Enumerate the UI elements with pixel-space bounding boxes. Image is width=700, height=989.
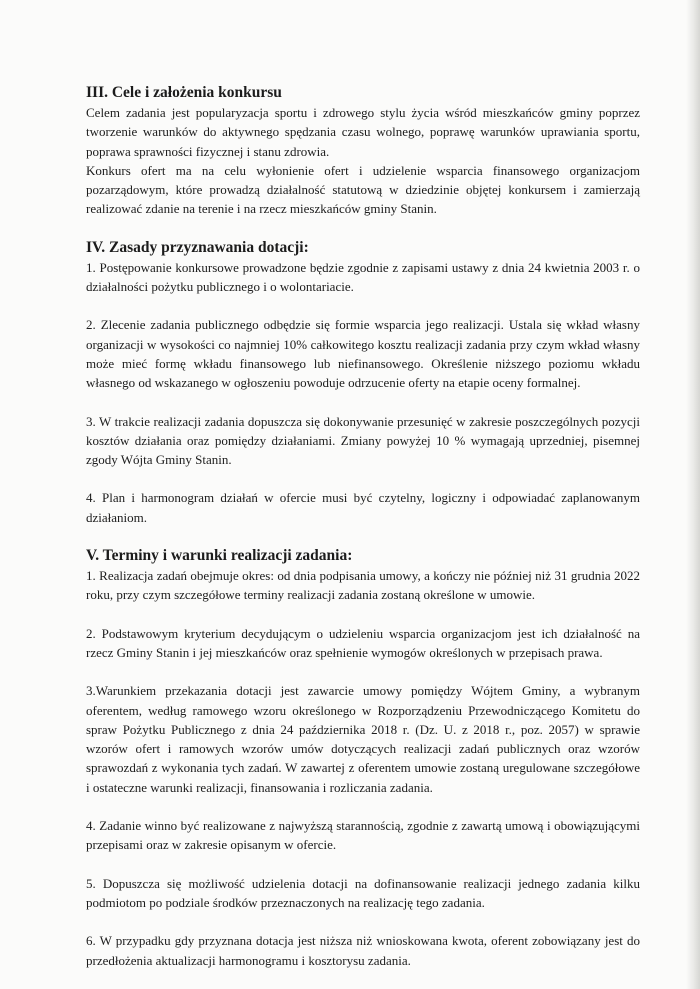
paragraph-v-5: 5. Dopuszcza się możliwość udzielenia dotacji na dofinansowanie realizacji jednego zadania kilku podmiotom po podziale środków przeznaczonych na realizację tego zadania. <box>86 875 640 910</box>
section-heading-iv: IV. Zasady przyznawania dotacji: <box>86 238 309 256</box>
paragraph-iv-3: 3. W trakcie realizacji zadania dopuszcza się dokonywanie przesunięć w zakresie poszczególnych pozycji kosztów działania oraz pomiędzy działaniami. Zmiany powyżej 10 % wymagają uprzedniej, pisemnej zgody Wójta Gminy Stanin. <box>86 413 640 468</box>
paragraph-iv-1: 1. Postępowanie konkursowe prowadzone będzie zgodnie z zapisami ustawy z dnia 24 kwietnia 2003 r. o działalności pożytku publicznego i o wolontariacie. <box>86 259 640 295</box>
paragraph-v-2: 2. Podstawowym kryterium decydującym o udzieleniu wsparcia organizacjom jest ich działalność na rzecz Gminy Stanin i jej mieszkańców oraz spełnienie wymogów określonych w przepisach prawa. <box>86 625 640 660</box>
paragraph-iii-1: Celem zadania jest popularyzacja sportu i zdrowego stylu życia wśród mieszkańców gminy poprzez tworzenie warunków do aktywnego spędzania czasu wolnego, poprawę warunków uprawiania sportu, poprawa sprawności fizycznej i stanu zdrowia. <box>86 105 640 159</box>
paragraph-v-6: 6. W przypadku gdy przyznana dotacja jest niższa niż wnioskowana kwota, oferent zobowiązany jest do przedłożenia aktualizacji harmonogramu i kosztorysu zadania. <box>86 933 640 968</box>
scanned-page-edge <box>686 0 700 989</box>
paragraph-iii-2: Konkurs ofert ma na celu wyłonienie ofert i udzielenie wsparcia finansowego organizacjom pozarządowym, które prowadzą działalność statutową w dziedzinie objętej konkursem i zamierzają realizować zdanie na terenie i na rzecz mieszkańców gminy Stanin. <box>86 162 640 217</box>
section-heading-v: V. Terminy i warunki realizacji zadania: <box>86 547 353 565</box>
paragraph-iv-4: 4. Plan i harmonogram działań w ofercie musi być czytelny, logiczny i odpowiadać zaplanowanym działaniom. <box>86 490 640 525</box>
paragraph-v-1: 1. Realizacja zadań obejmuje okres: od dnia podpisania umowy, a kończy nie później niż 31 grudnia 2022 roku, przy czym szczegółowe terminy realizacji zadania zostaną określone w umowie. <box>86 568 640 603</box>
document-body <box>86 74 640 970</box>
paragraph-iv-2: 2. Zlecenie zadania publicznego odbędzie się formie wsparcia jego realizacji. Ustala się wkład własny organizacji w wysokości co najmniej 10% całkowitego kosztu realizacji zadania przy czym wkład własny może mieć formę wkładu finansowego lub niefinansowego. Określenie niższego poziomu wkładu własnego od wskazanego w ogłoszeniu powoduje odrzucenie oferty na etapie oceny formalnej. <box>86 317 640 391</box>
section-heading-iii: III. Cele i założenia konkursu <box>86 84 282 101</box>
paragraph-v-3: 3.Warunkiem przekazania dotacji jest zawarcie umowy pomiędzy Wójtem Gminy, a wybranym oferentem, według ramowego wzoru określonego w Rozporządzeniu Przewodniczącego Komitetu do spraw Pożytku Publicznego z dnia 24 października 2018 r. (Dz. U. z 2018 r., poz. 2057) w sprawie wzorów ofert i ramowych wzorów umów dotyczących realizacji zadań publicznych oraz wzorów sprawozdań z wykonania tych zadań. W zawartej z oferentem umowie zostaną uregulowane szczegółowe i ostateczne warunki realizacji, finansowania i rozliczania zadania. <box>86 683 640 795</box>
paragraph-v-4: 4. Zadanie winno być realizowane z najwyższą starannością, zgodnie z zawartą umową i obowiązującymi przepisami oraz w zakresie opisanym w ofercie. <box>86 818 640 853</box>
